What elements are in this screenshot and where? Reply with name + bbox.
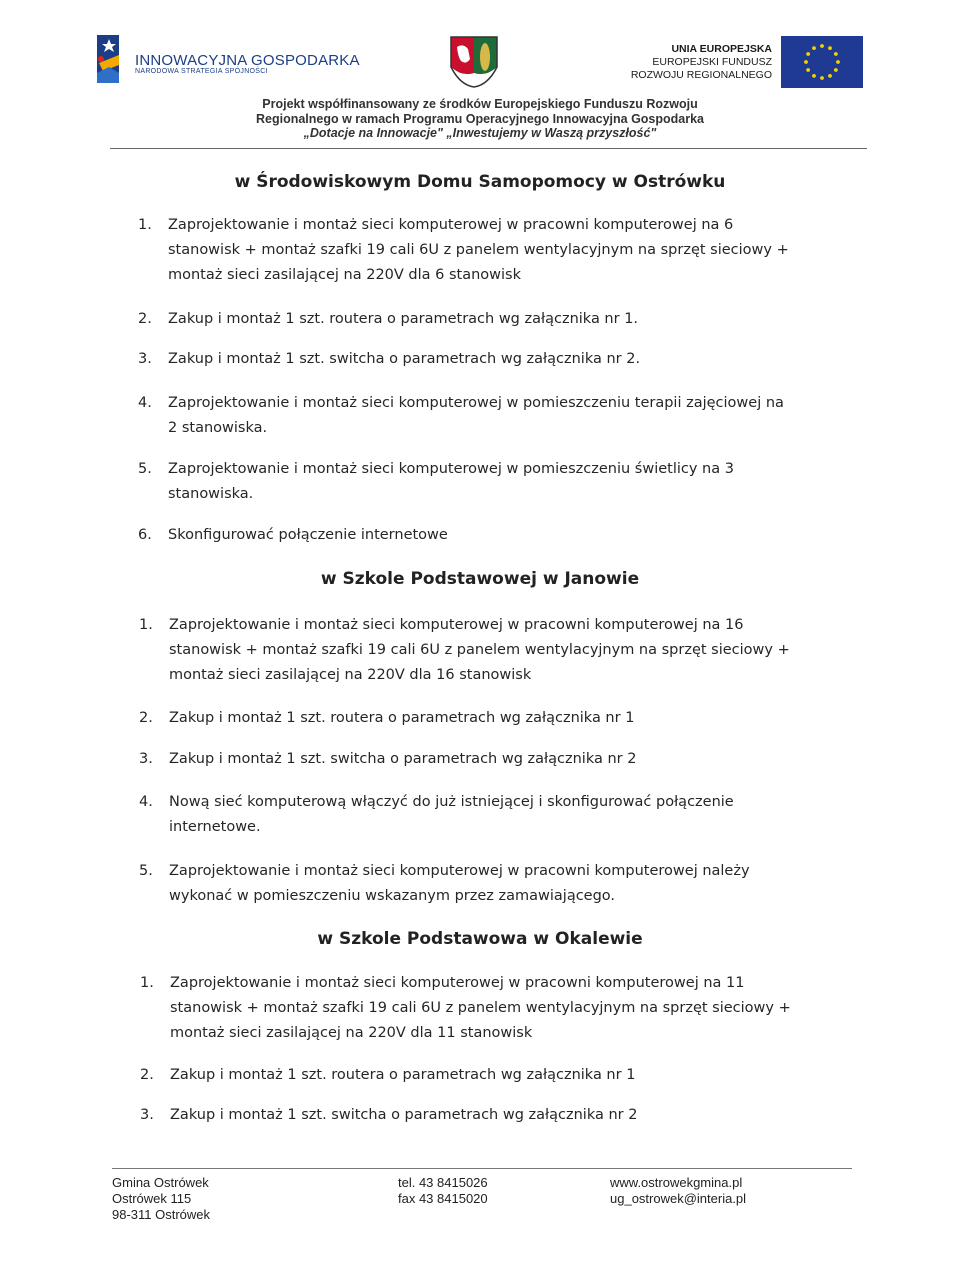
eu-star-icon [812, 74, 816, 78]
item-number: 3. [138, 351, 152, 367]
eu-star-icon [804, 60, 808, 64]
footer-phone [398, 1175, 488, 1207]
eu-star-icon [834, 68, 838, 72]
item-number: 4. [139, 794, 153, 810]
list-item [140, 971, 860, 1046]
item-text: wykonać w pomieszczeniu wskazanym przez zamawiającego. [169, 888, 616, 904]
project-line-3: „Dotacje na Innowacje" „Inwestujemy w Waszą przyszłość" [303, 126, 657, 140]
list-item [140, 1103, 860, 1128]
footer-phone-line: tel. 43 8415026 [398, 1175, 488, 1190]
eu-star-icon [828, 74, 832, 78]
list-item [138, 307, 858, 332]
item-text: 2 stanowiska. [168, 420, 268, 436]
list-item [138, 523, 858, 548]
section-title: w Szkole Podstawowa w Okalewie [317, 929, 643, 949]
item-text: Zaprojektowanie i montaż sieci komputerowej w pracowni komputerowej na 6 [168, 217, 734, 233]
footer-address [112, 1175, 210, 1223]
innowacyjna-gospodarka-logo-icon [93, 33, 123, 85]
eu-fund-text [631, 43, 772, 82]
item-text: Zakup i montaż 1 szt. switcha o parametrach wg załącznika nr 2 [169, 751, 637, 767]
ig-subtitle: NARODOWA STRATEGIA SPÓJNOŚCI [135, 68, 268, 75]
eu-star-icon [834, 52, 838, 56]
project-info [0, 97, 960, 141]
item-number: 3. [139, 751, 153, 767]
header-divider [110, 148, 867, 149]
footer-address-line: Gmina Ostrówek [112, 1175, 209, 1190]
footer-divider [112, 1168, 852, 1169]
item-number: 6. [138, 527, 152, 543]
item-number: 2. [139, 710, 153, 726]
item-text: montaż sieci zasilającej na 220V dla 11 stanowisk [170, 1025, 533, 1041]
item-number: 2. [140, 1067, 154, 1083]
item-number: 1. [139, 617, 153, 633]
eu-star-icon [806, 52, 810, 56]
list-item [138, 457, 858, 507]
footer-fax-line: fax 43 8415020 [398, 1191, 488, 1206]
gmina-crest-icon [448, 33, 500, 89]
list-item [139, 613, 859, 688]
item-text: Nową sieć komputerową włączyć do już istniejącej i skonfigurować połączenie [169, 794, 734, 810]
eu-star-icon [820, 44, 824, 48]
item-text: stanowisk + montaż szafki 19 cali 6U z panelem wentylacyjnym na sprzęt sieciowy + [168, 242, 789, 258]
item-text: Zaprojektowanie i montaż sieci komputerowej w pomieszczeniu świetlicy na 3 [168, 461, 734, 477]
item-number: 1. [138, 217, 152, 233]
item-text: stanowiska. [168, 486, 254, 502]
section-title: w Środowiskowym Domu Samopomocy w Ostrówku [234, 172, 726, 192]
eu-star-icon [836, 60, 840, 64]
item-text: Zakup i montaż 1 szt. routera o parametrach wg załącznika nr 1 [169, 710, 635, 726]
item-number: 3. [140, 1107, 154, 1123]
eu-star-icon [806, 68, 810, 72]
footer-website: www.ostrowekgmina.pl [610, 1175, 743, 1190]
list-item [139, 790, 859, 840]
item-text: stanowisk + montaż szafki 19 cali 6U z panelem wentylacyjnym na sprzęt sieciowy + [169, 642, 790, 658]
list-item [138, 347, 858, 372]
eu-line-1: UNIA EUROPEJSKA [671, 43, 772, 55]
item-text: Zaprojektowanie i montaż sieci komputerowej w pomieszczeniu terapii zajęciowej na [168, 395, 784, 411]
list-item [140, 1063, 860, 1088]
section-title: w Szkole Podstawowej w Janowie [320, 569, 640, 589]
item-text: Zakup i montaż 1 szt. switcha o parametrach wg załącznika nr 2. [168, 351, 641, 367]
eu-flag-icon [781, 36, 863, 88]
item-text: internetowe. [169, 819, 261, 835]
item-number: 5. [138, 461, 152, 477]
item-text: Zaprojektowanie i montaż sieci komputerowej w pracowni komputerowej na 16 [169, 617, 744, 633]
eu-star-icon [820, 76, 824, 80]
project-line-1: Projekt współfinansowany ze środków Europejskiego Funduszu Rozwoju [262, 97, 698, 111]
item-text: Zaprojektowanie i montaż sieci komputerowej w pracowni komputerowej należy [169, 863, 750, 879]
item-text: Zakup i montaż 1 szt. switcha o parametrach wg załącznika nr 2 [170, 1107, 638, 1123]
item-number: 2. [138, 311, 152, 327]
footer-email: ug_ostrowek@interia.pl [610, 1191, 747, 1206]
item-text: montaż sieci zasilającej na 220V dla 6 stanowisk [168, 267, 522, 283]
footer-address-line: Ostrówek 115 [112, 1191, 192, 1206]
item-text: Skonfigurować połączenie internetowe [168, 527, 448, 543]
item-number: 5. [139, 863, 153, 879]
item-text: Zakup i montaż 1 szt. routera o parametrach wg załącznika nr 1. [168, 311, 639, 327]
list-item [138, 213, 858, 288]
eu-star-icon [828, 46, 832, 50]
list-item [139, 706, 859, 731]
item-number: 1. [140, 975, 154, 991]
ig-title: INNOWACYJNA GOSPODARKA [135, 52, 360, 69]
footer-contact [610, 1175, 746, 1207]
project-line-2: Regionalnego w ramach Programu Operacyjnego Innowacyjna Gospodarka [255, 111, 705, 126]
eu-line-2: EUROPEJSKI FUNDUSZ [652, 56, 772, 68]
list-item [139, 747, 859, 772]
footer-address-line: 98-311 Ostrówek [112, 1207, 211, 1222]
item-text: Zakup i montaż 1 szt. routera o parametrach wg załącznika nr 1 [170, 1067, 636, 1083]
list-item [139, 859, 859, 909]
item-text: montaż sieci zasilającej na 220V dla 16 stanowisk [169, 667, 532, 683]
eu-line-3: ROZWOJU REGIONALNEGO [630, 69, 772, 81]
list-item [138, 391, 858, 441]
item-text: stanowisk + montaż szafki 19 cali 6U z panelem wentylacyjnym na sprzęt sieciowy + [170, 1000, 791, 1016]
item-text: Zaprojektowanie i montaż sieci komputerowej w pracowni komputerowej na 11 [170, 975, 745, 991]
item-number: 4. [138, 395, 152, 411]
eu-star-icon [812, 46, 816, 50]
